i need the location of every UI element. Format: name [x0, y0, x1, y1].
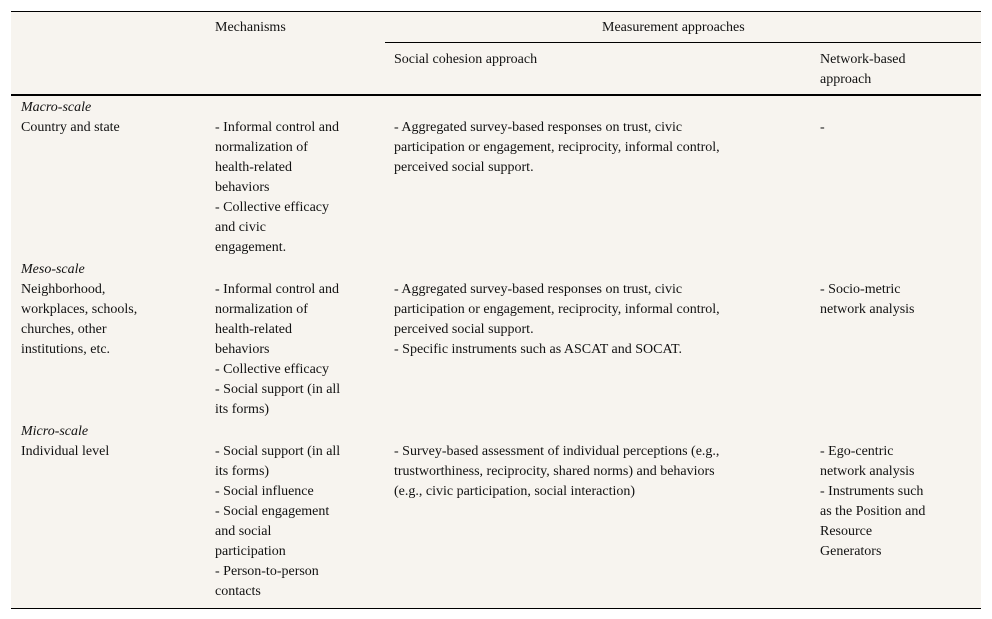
network-cell: - Socio-metric network analysis	[820, 282, 915, 317]
scale-label: Micro-scale	[21, 424, 89, 439]
social-cohesion-cell: - Survey-based assessment of individual perceptions (e.g., trustworthiness, reciprocity, shared norms) and behaviors (e.g., civic participation, social interaction)	[394, 444, 720, 499]
mechanisms-cell: - Social support (in all its forms) - Social influence - Social engagement and social participation - Person-to-person contacts	[215, 444, 341, 599]
level-cell: Neighborhood, workplaces, schools, churches, other institutions, etc.	[21, 282, 138, 357]
data-table	[11, 11, 981, 609]
header-rule	[11, 94, 981, 96]
social-cohesion-cell: - Aggregated survey-based responses on trust, civic participation or engagement, reciprocity, informal control, perceived social support.	[394, 120, 720, 175]
social-cohesion-cell: - Aggregated survey-based responses on trust, civic participation or engagement, reciprocity, informal control, perceived social support. - Specific instruments such as ASCAT and SOCAT.	[394, 282, 720, 357]
header-subrule	[385, 42, 981, 43]
level-cell: Individual level	[21, 444, 110, 459]
network-cell: -	[820, 120, 825, 135]
header-mechanisms: Mechanisms	[215, 20, 286, 35]
scale-label: Meso-scale	[21, 262, 85, 277]
mechanisms-cell: - Informal control and normalization of health-related behaviors - Collective efficacy - Social support (in all its forms)	[215, 282, 341, 417]
mechanisms-cell: - Informal control and normalization of health-related behaviors - Collective efficacy and civic engagement.	[215, 120, 340, 255]
scale-label: Macro-scale	[21, 100, 92, 115]
level-cell: Country and state	[21, 120, 120, 135]
header-network-based: Network-based approach	[820, 52, 906, 87]
header-measurement-approaches: Measurement approaches	[602, 20, 745, 35]
header-social-cohesion: Social cohesion approach	[394, 52, 538, 67]
network-cell: - Ego-centric network analysis - Instruments such as the Position and Resource Generators	[820, 444, 926, 559]
